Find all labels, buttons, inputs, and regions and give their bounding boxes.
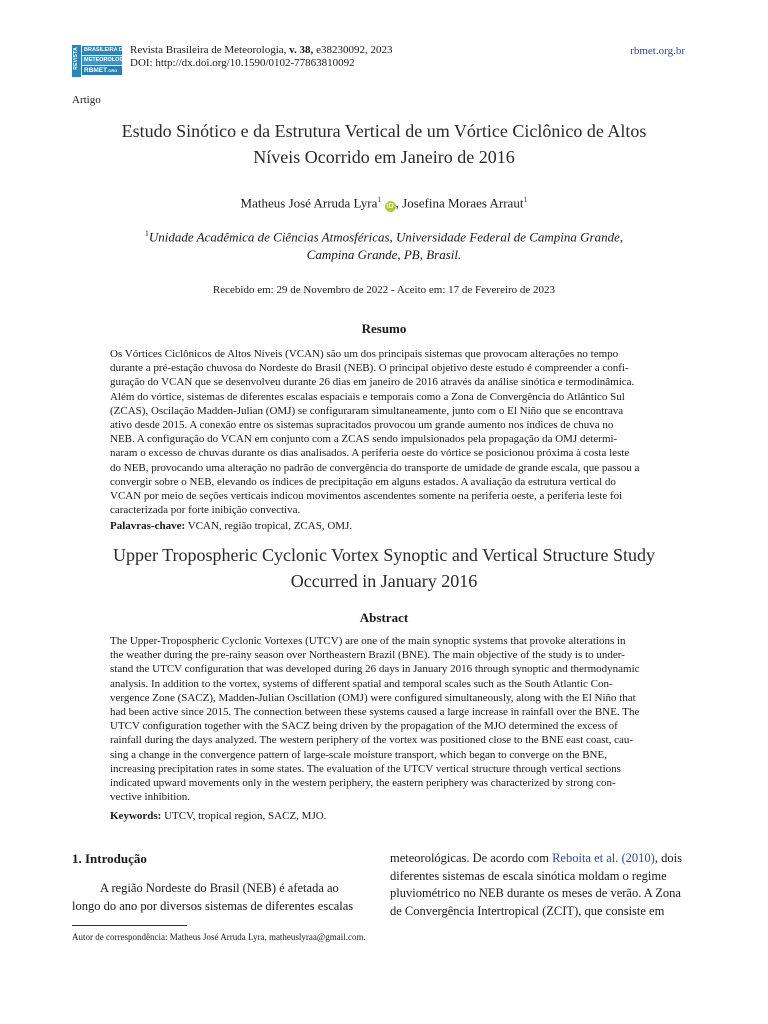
doi-link[interactable]: DOI: http://dx.doi.org/10.1590/0102-77863810092 bbox=[130, 57, 355, 69]
keywords: Keywords: UTCV, tropical region, SACZ, MJO. bbox=[110, 810, 327, 822]
article-number: e38230092, 2023 bbox=[316, 44, 393, 56]
author-2[interactable]: Josefina Moraes Arraut bbox=[402, 195, 524, 211]
intro-column-2: meteorológicas. De acordo com Reboita et al. (2010), dois diferentes sistemas de escala sinótica moldam o regime pluviométrico no NEB durante os meses de verão. A Zona de Convergência Intertropical (ZCIT), que consiste em bbox=[390, 851, 682, 918]
title-english: Upper Tropospheric Cyclonic Vortex Synoptic and Vertical Structure Study Occurred in January 2016 bbox=[113, 545, 655, 591]
article-type: Artigo bbox=[72, 94, 101, 106]
abstract-text: The Upper-Tropospheric Cyclonic Vortexes (UTCV) are one of the main synoptic systems that provoke alterations in the weather during the pre-rainy season over Northeastern Brazil (BNE). The main objective of the study is to under- stand the UTCV configuration that was developed during 26 days in January 2016 through synoptic and thermodynamic analysis. In addition to the vortex, systems of different spatial and temporal scales such as the South Atlantic Con- vergence Zone (SACZ), Madden-Julian Oscillation (OMJ) were configured simultaneously, along with the El Niño that had been active since 2015. The connection between these systems caused a large increase in rainfall over the BNE. The UTCV configuration together with the SACZ being driven by the propagation of the MJO determined the excess of rainfall during the days analyzed. The western periphery of the vortex was positioned close to the BNE east coast, cau- sing a change in the convergence pattern of large-scale moisture transport, which began to converge on the BNE, increasing precipitation rates in some states. The evaluation of the UTCV vertical structure through vertical sections indicated upward movements only in the western periphery, the eastern periphery was characterized by strong con- vective inhibition. bbox=[110, 635, 640, 804]
logo-line3: RBMET.ORG bbox=[82, 66, 122, 75]
citation-link[interactable]: Reboita et al. (2010) bbox=[552, 851, 655, 865]
resumo-text: Os Vórtices Ciclônicos de Altos Níveis (VCAN) são um dos principais sistemas que provocam alterações no tempo durante a pré-estação chuvosa do Nordeste do Brasil (NEB). O principal objetivo deste estudo é compreender a confi- guração do VCAN que se desenvolveu durante 26 dias em janeiro de 2016 através da análise sinótica e termodinâmica. Além do vórtice, sistemas de diferentes escalas espaciais e temporais como a Zona de Convergência do Atlântico Sul (ZCAS), Oscilação Madden-Julian (OMJ) se configuraram simultaneamente, junto com o El Niño que se encontrava ativo desde 2015. A conexão entre os sistemas supracitados provocou um grande aumento nos índices de chuva no NEB. A configuração do VCAN em conjunto com a ZCAS sendo impulsionados pela propagação da OMJ determi- naram o excesso de chuvas durante os dias analisados. A periferia oeste do vórtice se posicionou próxima à costa leste do NEB, provocando uma alteração no padrão de convergência do transporte de umidade de grande escala, que passou a convergir sobre o NEB, elevando os índices de precipitação em alguns estados. A avaliação da estrutura vertical do VCAN por meio de seções verticais indicou movimentos ascendentes somente na periferia oeste, a periferia leste foi caracterizada por forte inibição convectiva. bbox=[110, 348, 640, 517]
palavras-chave: Palavras-chave: VCAN, região tropical, ZCAS, OMJ. bbox=[110, 520, 353, 532]
logo-line2: METEOROLOGIA bbox=[84, 57, 130, 63]
title-portuguese: Estudo Sinótico e da Estrutura Vertical de um Vórtice Ciclônico de Altos Níveis Ocorrido em Janeiro de 2016 bbox=[121, 121, 647, 167]
footnote: Autor de correspondência: Matheus José Arruda Lyra, matheuslyraa@gmail.com. bbox=[72, 932, 366, 942]
author-list: Matheus José Arruda Lyra$^1$ iD , Josefina Moraes Arraut$^1$ bbox=[240, 195, 528, 211]
journal-logo bbox=[72, 45, 130, 77]
orcid-icon[interactable]: iD bbox=[386, 203, 394, 211]
site-link[interactable]: rbmet.org.br bbox=[630, 45, 685, 57]
resumo-heading: Resumo bbox=[361, 321, 407, 336]
intro-heading: 1. Introdução bbox=[72, 851, 147, 866]
journal-name: Revista Brasileira de Meteorologia, bbox=[130, 44, 287, 56]
received-accepted-dates: Recebido em: 29 de Novembro de 2022 - Aceito em: 17 de Fevereiro de 2023 bbox=[212, 284, 556, 296]
affiliation: $^1$Unidade Acadêmica de Ciências Atmosféricas, Universidade Federal de Campina Grande, Campina Grande, PB, Brasil. bbox=[144, 229, 624, 263]
author-1[interactable]: Matheus José Arruda Lyra bbox=[240, 195, 378, 211]
logo-line1: BRASILEIRA DE bbox=[84, 47, 127, 53]
footnote-rule bbox=[72, 925, 187, 926]
logo-vertical-text: REVISTA bbox=[73, 47, 79, 70]
abstract-heading: Abstract bbox=[359, 610, 409, 625]
journal-volume: v. 38, bbox=[289, 44, 314, 56]
journal-citation bbox=[130, 44, 392, 70]
intro-column-1: A região Nordeste do Brasil (NEB) é afetada ao longo do ano por diversos sistemas de diferentes escalas bbox=[72, 881, 354, 913]
